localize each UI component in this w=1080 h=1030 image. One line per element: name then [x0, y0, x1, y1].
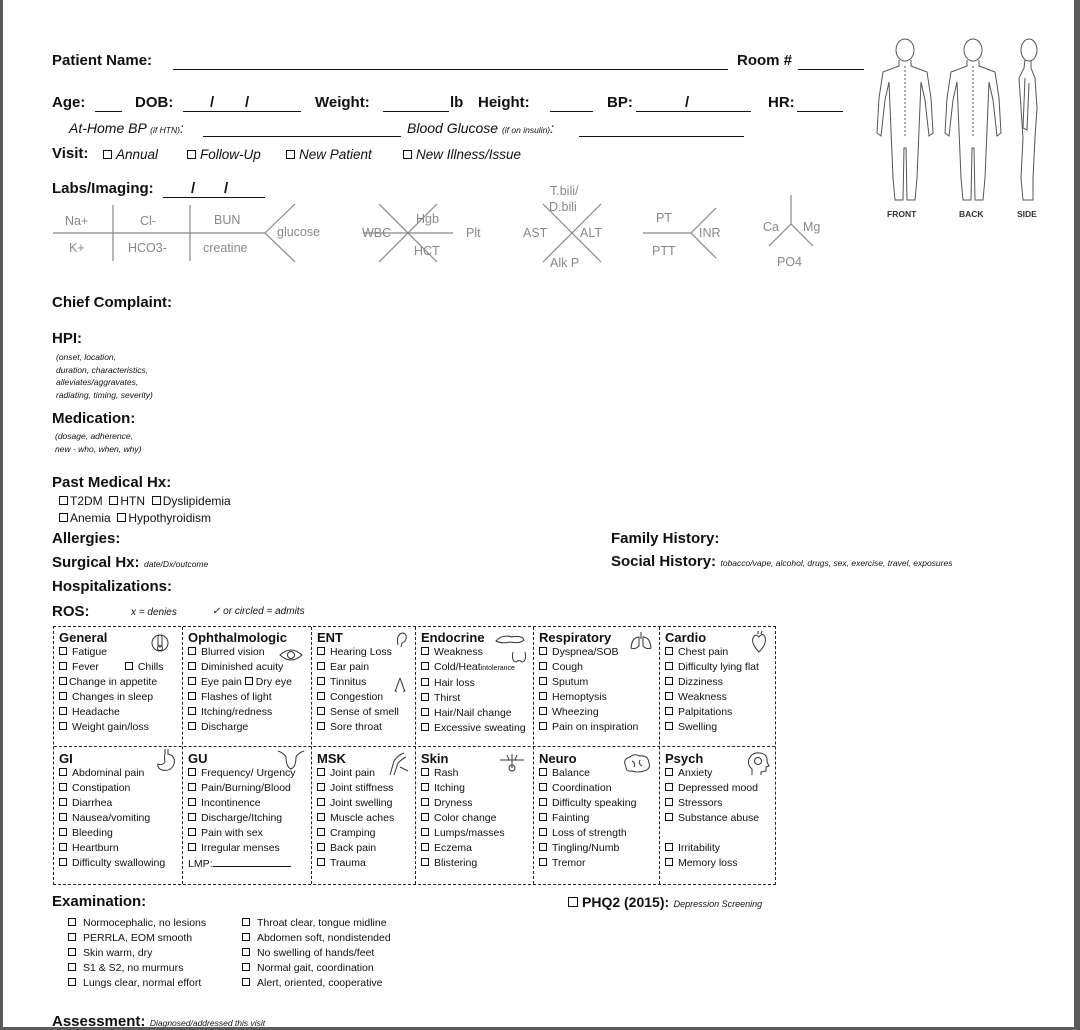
checkbox[interactable]: [59, 798, 67, 806]
lab-glucose: glucose: [277, 225, 321, 239]
checkbox[interactable]: [421, 678, 429, 686]
checkbox[interactable]: [125, 662, 133, 670]
medication-label: Medication:: [52, 410, 136, 427]
bladder-icon: [276, 749, 306, 771]
ros-label: ROS:: [52, 603, 90, 620]
lab-alt: ALT: [580, 226, 602, 240]
ros-ophthalmologic: Ophthalmologic Blurred vision Diminished acuity Eye pain Dry eye Flashes of light Itching/redness Discharge: [188, 630, 292, 733]
visit-annual[interactable]: Annual: [103, 147, 158, 162]
checkbox[interactable]: [317, 677, 325, 685]
hr-line[interactable]: [797, 99, 843, 112]
checkbox[interactable]: [665, 677, 673, 685]
dob-slash-1: /: [210, 94, 215, 111]
chief-complaint-label: Chief Complaint:: [52, 294, 172, 311]
ros-respiratory: Respiratory Dyspnea/SOB Cough Sputum Hemoptysis Wheezing Pain on inspiration: [539, 630, 639, 733]
room-label: Room #: [737, 52, 793, 69]
ros-gi: GI Abdominal pain Constipation Diarrhea Nausea/vomiting Bleeding Heartburn Difficulty swallowing: [59, 751, 166, 869]
visit-new-illness[interactable]: New Illness/Issue: [403, 147, 521, 162]
checkbox[interactable]: [421, 723, 429, 731]
ros-ent: ENT Hearing Loss Ear pain Tinnitus Congestion Sense of smell Sore throat: [317, 630, 399, 733]
checkbox[interactable]: [539, 707, 547, 715]
pmh-anemia[interactable]: Anemia: [59, 511, 111, 525]
lab-mg: Mg: [803, 220, 821, 234]
bp-slash: /: [685, 94, 690, 111]
heart-icon: [750, 630, 768, 654]
checkbox[interactable]: [188, 768, 196, 776]
checkbox[interactable]: [539, 813, 547, 821]
checkbox[interactable]: [539, 828, 547, 836]
pmh-hypothyroidism[interactable]: Hypothyroidism: [117, 511, 211, 525]
checkbox[interactable]: [568, 897, 578, 907]
checkbox[interactable]: [188, 692, 196, 700]
checkbox[interactable]: [317, 662, 325, 670]
checkbox[interactable]: [539, 692, 547, 700]
body-front-label: FRONT: [887, 209, 917, 219]
hospitalizations-label: Hospitalizations:: [52, 578, 173, 595]
eye-icon: [278, 647, 304, 663]
checkbox[interactable]: [421, 783, 429, 791]
checkbox[interactable]: [421, 662, 429, 670]
pmh-row-1: [59, 494, 231, 508]
exam-right-list: Throat clear, tongue midline Abdomen soft, nondistended No swelling of hands/feet Normal gait, coordination Alert, oriented, cooperative: [242, 916, 391, 991]
checkbox[interactable]: [59, 843, 67, 851]
ros-general: General Fatigue Fever Chills Change in appetite Changes in sleep Headache Weight gain/loss: [59, 630, 164, 733]
pmh-t2dm[interactable]: T2DM: [59, 494, 103, 508]
checkbox[interactable]: [59, 513, 68, 522]
checkbox[interactable]: [317, 692, 325, 700]
lab-ast: AST: [523, 226, 548, 240]
bp-line[interactable]: [636, 99, 751, 112]
hr-label: HR:: [768, 94, 795, 111]
labs-slash-1: /: [191, 180, 196, 197]
checkbox[interactable]: [68, 933, 76, 941]
dob-label: DOB:: [135, 94, 174, 111]
checkbox[interactable]: [59, 692, 67, 700]
past-medical-label: Past Medical Hx:: [52, 474, 172, 491]
patient-name-line[interactable]: [173, 57, 728, 70]
lab-po4: PO4: [777, 255, 803, 269]
checkbox[interactable]: [152, 496, 161, 505]
checkbox[interactable]: [117, 513, 126, 522]
ros-cardio: Cardio Chest pain Difficulty lying flat Dizziness Weakness Palpitations Swelling: [665, 630, 759, 733]
lab-na: Na+: [65, 214, 89, 228]
checkbox[interactable]: [317, 647, 325, 655]
checkbox[interactable]: [421, 647, 429, 655]
checkbox[interactable]: [539, 662, 547, 670]
height-label: Height:: [478, 94, 530, 111]
ear-icon: [394, 631, 408, 649]
visit-follow-up[interactable]: Follow-Up: [187, 147, 261, 162]
stomach-icon: [154, 748, 178, 774]
ros-grid: [53, 626, 776, 885]
checkbox[interactable]: [317, 722, 325, 730]
body-side-label: SIDE: [1017, 209, 1037, 219]
dob-line[interactable]: [183, 99, 301, 112]
lab-wbc: WBC: [362, 226, 392, 240]
checkbox[interactable]: [421, 843, 429, 851]
body-back-label: BACK: [959, 209, 984, 219]
checkbox[interactable]: [103, 150, 112, 159]
lmp-line[interactable]: [213, 856, 291, 867]
checkbox[interactable]: [539, 722, 547, 730]
lab-ca: Ca: [763, 220, 779, 234]
checkbox[interactable]: [317, 858, 325, 866]
checkbox[interactable]: [421, 813, 429, 821]
family-history-label: Family History:: [611, 530, 720, 547]
labs-label: Labs/Imaging:: [52, 180, 154, 197]
lab-fishbones: [3, 180, 873, 275]
checkbox[interactable]: [242, 978, 250, 986]
lab-hgb: Hgb: [416, 212, 439, 226]
checkbox[interactable]: [188, 677, 196, 685]
checkbox[interactable]: [59, 496, 68, 505]
lab-hct: HCT: [414, 244, 440, 258]
checkbox[interactable]: [188, 828, 196, 836]
checkbox[interactable]: [665, 692, 673, 700]
checkbox[interactable]: [665, 813, 673, 821]
pancreas-icon: [494, 632, 526, 646]
checkbox[interactable]: [59, 722, 67, 730]
checkbox[interactable]: [317, 707, 325, 715]
bp-label: BP:: [607, 94, 633, 111]
checkbox[interactable]: [188, 647, 196, 655]
hpi-label: HPI:: [52, 330, 82, 347]
checkbox[interactable]: [539, 858, 547, 866]
surgical-label: Surgical Hx: date/Dx/outcome: [52, 554, 209, 571]
head-profile-icon: [746, 751, 770, 777]
ros-admit-legend: ✓ or circled = admits: [212, 606, 305, 617]
checkbox[interactable]: [539, 798, 547, 806]
lab-cl: Cl-: [140, 214, 156, 228]
checkbox[interactable]: [68, 918, 76, 926]
checkbox[interactable]: [59, 662, 67, 670]
checkbox[interactable]: [59, 858, 67, 866]
lab-pt: PT: [656, 211, 672, 225]
lab-dbili: D.bili: [549, 200, 577, 214]
checkbox[interactable]: [188, 783, 196, 791]
home-bp-line[interactable]: [203, 124, 401, 137]
lab-tbili: T.bili/: [550, 184, 579, 198]
checkbox[interactable]: [59, 828, 67, 836]
checkbox[interactable]: [68, 978, 76, 986]
home-bp-label: At-Home BP (if HTN):: [69, 120, 184, 136]
weight-unit: lb: [450, 94, 464, 111]
checkbox[interactable]: [665, 768, 673, 776]
intake-form-page: [3, 0, 1074, 1027]
age-label: Age:: [52, 94, 86, 111]
skin-follicle-icon: [499, 753, 525, 775]
lab-hco3: HCO3-: [128, 241, 167, 255]
checkbox[interactable]: [539, 783, 547, 791]
lab-plt: Plt: [466, 226, 481, 240]
glucose-label: Blood Glucose (if on insulin):: [407, 120, 555, 136]
ros-gu: GU Frequency/ Urgency Pain/Burning/Blood Incontinence Discharge/Itching Pain with sex Irregular menses LMP:: [188, 751, 296, 870]
checkbox[interactable]: [539, 843, 547, 851]
ros-endocrine: Endocrine Weakness Cold/Heatintolerance Hair loss Thirst Hair/Nail change Excessive sweating: [421, 630, 526, 734]
checkbox[interactable]: [539, 768, 547, 776]
checkbox[interactable]: [188, 707, 196, 715]
ros-psych: Psych Anxiety Depressed mood Stressors Substance abuse Irritability Memory loss: [665, 751, 760, 869]
checkbox[interactable]: [242, 933, 250, 941]
assessment-label: Assessment: Diagnosed/addressed this visit: [52, 1013, 266, 1027]
medication-note: (dosage, adherence, new - who, when, why): [55, 431, 142, 454]
lab-inr: INR: [699, 226, 721, 240]
checkbox[interactable]: [665, 722, 673, 730]
thyroid-icon: [510, 649, 528, 665]
checkbox[interactable]: [187, 150, 196, 159]
ros-skin: Skin Rash Itching Dryness Color change Lumps/masses Eczema Blistering: [421, 751, 505, 869]
checkbox[interactable]: [188, 813, 196, 821]
pmh-htn[interactable]: HTN: [109, 494, 145, 508]
height-line[interactable]: [550, 99, 593, 112]
exam-left-list: Normocephalic, no lesions PERRLA, EOM smooth Skin warm, dry S1 & S2, no murmurs Lungs clear, normal effort: [68, 916, 206, 991]
thermometer-icon: [149, 631, 171, 655]
checkbox[interactable]: [421, 693, 429, 701]
labs-slash-2: /: [224, 180, 229, 197]
room-line[interactable]: [798, 57, 864, 70]
examination-label: Examination:: [52, 893, 147, 910]
checkbox[interactable]: [109, 496, 118, 505]
checkbox[interactable]: [317, 813, 325, 821]
lab-bun: BUN: [214, 213, 241, 227]
lab-alkp: Alk P: [550, 256, 580, 270]
checkbox[interactable]: [665, 647, 673, 655]
lab-k: K+: [69, 241, 85, 255]
checkbox[interactable]: [317, 828, 325, 836]
checkbox[interactable]: [403, 150, 412, 159]
checkbox[interactable]: [421, 858, 429, 866]
weight-line[interactable]: [383, 99, 449, 112]
checkbox[interactable]: [665, 843, 673, 851]
checkbox[interactable]: [68, 963, 76, 971]
ros-deny-legend: x = denies: [131, 607, 177, 618]
checkbox[interactable]: [317, 783, 325, 791]
checkbox[interactable]: [188, 843, 196, 851]
checkbox[interactable]: [68, 948, 76, 956]
checkbox[interactable]: [59, 677, 67, 685]
pmh-row-2: [59, 511, 211, 525]
checkbox[interactable]: [59, 647, 67, 655]
checkbox[interactable]: [188, 798, 196, 806]
brain-icon: [622, 753, 652, 775]
checkbox[interactable]: [665, 783, 673, 791]
lab-creatine: creatine: [203, 241, 248, 255]
lab-ptt: PTT: [652, 244, 676, 258]
checkbox[interactable]: [242, 948, 250, 956]
weight-label: Weight:: [315, 94, 370, 111]
lungs-icon: [629, 631, 653, 651]
checkbox[interactable]: [317, 768, 325, 776]
checkbox[interactable]: [59, 707, 67, 715]
bone-joint-icon: [386, 751, 410, 777]
dob-slash-2: /: [245, 94, 250, 111]
visit-label: Visit:: [52, 145, 89, 162]
patient-name-label: Patient Name:: [52, 52, 153, 69]
allergies-label: Allergies:: [52, 530, 121, 547]
checkbox[interactable]: [188, 722, 196, 730]
checkbox[interactable]: [665, 662, 673, 670]
checkbox[interactable]: [421, 798, 429, 806]
checkbox[interactable]: [245, 677, 253, 685]
checkbox[interactable]: [59, 783, 67, 791]
checkbox[interactable]: [59, 813, 67, 821]
nose-icon: [392, 677, 408, 693]
body-outline-icon: [869, 38, 1049, 208]
checkbox[interactable]: [665, 798, 673, 806]
glucose-line[interactable]: [579, 124, 744, 137]
checkbox[interactable]: [242, 918, 250, 926]
social-history-label: Social History: tobacco/vape, alcohol, drugs, sex, exercise, travel, exposures: [611, 553, 953, 570]
checkbox[interactable]: [59, 768, 67, 776]
checkbox[interactable]: [665, 707, 673, 715]
checkbox[interactable]: [188, 662, 196, 670]
hpi-note: (onset, location, duration, characteristics, alleviates/aggravates, radiating, timing, severity): [56, 352, 153, 400]
checkbox[interactable]: [665, 858, 673, 866]
ros-neuro: Neuro Balance Coordination Difficulty speaking Fainting Loss of strength Tingling/Numb Tremor: [539, 751, 637, 869]
pmh-dyslipidemia[interactable]: Dyslipidemia: [152, 494, 231, 508]
ros-msk: MSK Joint pain Joint stiffness Joint swelling Muscle aches Cramping Back pain Trauma: [317, 751, 395, 869]
checkbox[interactable]: [421, 828, 429, 836]
checkbox[interactable]: [421, 768, 429, 776]
checkbox[interactable]: [539, 677, 547, 685]
checkbox[interactable]: [317, 843, 325, 851]
checkbox[interactable]: [539, 647, 547, 655]
checkbox[interactable]: [286, 150, 295, 159]
phq2-screening[interactable]: PHQ2 (2015): Depression Screening: [568, 894, 762, 912]
visit-new-patient[interactable]: New Patient: [286, 147, 372, 162]
checkbox[interactable]: [242, 963, 250, 971]
checkbox[interactable]: [317, 798, 325, 806]
checkbox[interactable]: [421, 708, 429, 716]
visit-row: [52, 145, 88, 163]
age-line[interactable]: [95, 99, 122, 112]
